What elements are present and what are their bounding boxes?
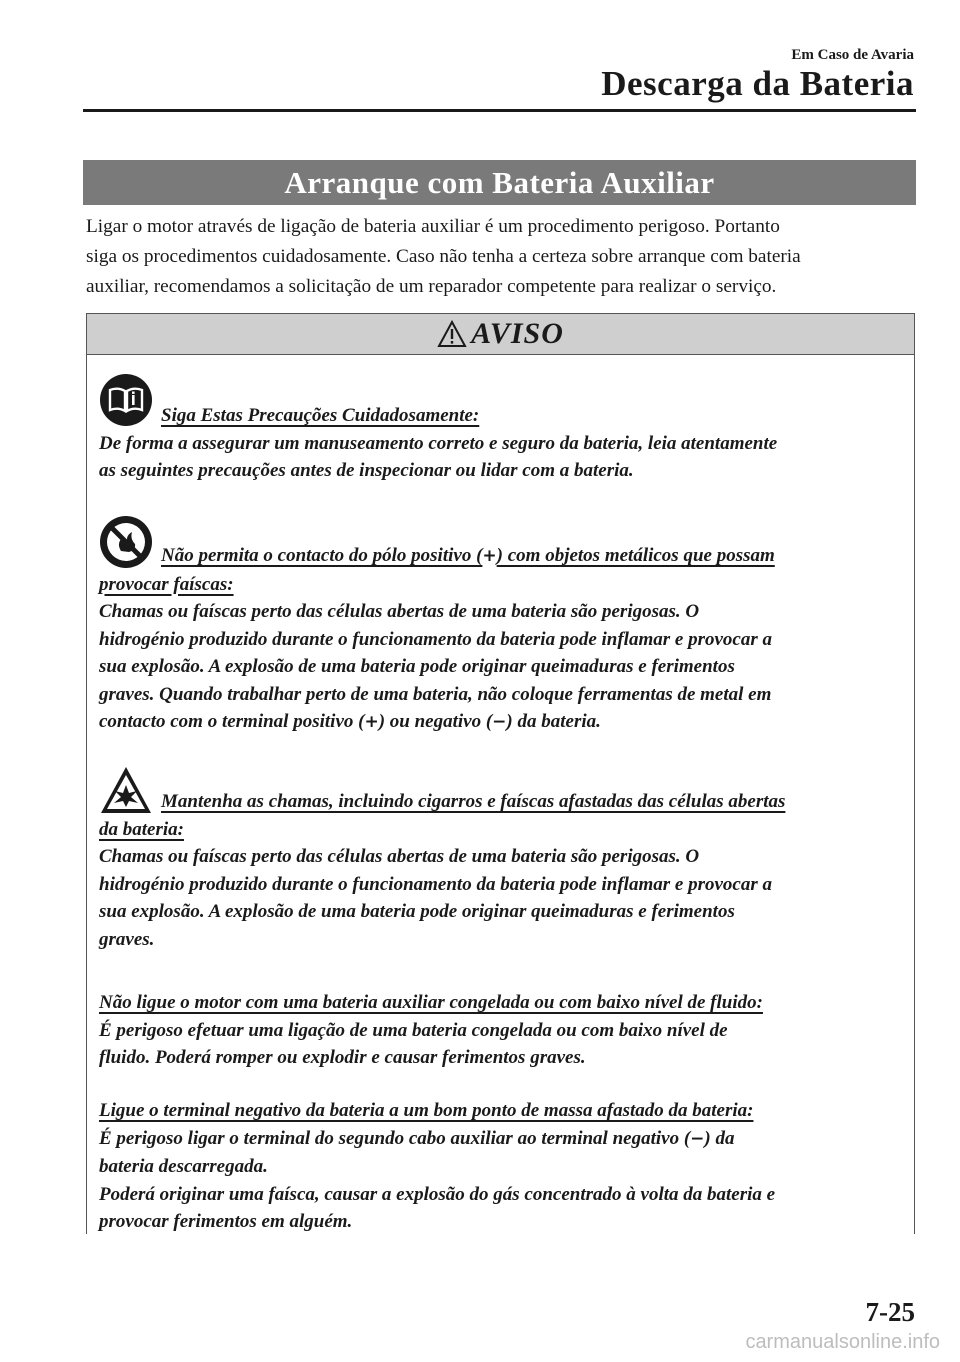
warning-item-heading [99, 1097, 900, 1125]
warning-item-heading [99, 989, 900, 1017]
warning-title: AVISO [471, 317, 564, 350]
manual-book-icon [99, 373, 153, 427]
warning-text-line: sua explosão. A explosão de uma bateria pode originar queimaduras e ferimentos [99, 901, 735, 922]
topic-banner: Arranque com Bateria Auxiliar [83, 160, 916, 205]
warning-item-title: Ligue o terminal negativo da bateria a um bom ponto de massa afastado da bateria: [99, 1100, 754, 1121]
header-divider [83, 109, 916, 112]
plus-symbol: + [364, 712, 379, 732]
chapter-title: Em Caso de Avaria [791, 47, 914, 63]
minus-symbol: − [492, 712, 507, 732]
warning-text-line: É perigoso efetuar uma ligação de uma bateria congelada ou com baixo nível de [99, 1019, 728, 1041]
warning-text-line: sua explosão. A explosão de uma bateria pode originar queimaduras e ferimentos [99, 656, 735, 677]
warning-text-line: hidrogénio produzido durante o funcionamento da bateria pode inflamar e provocar a [99, 873, 772, 895]
warning-item-title [161, 545, 775, 566]
warning-item-heading [99, 375, 900, 430]
text-fragment: ) da [704, 1127, 735, 1149]
warning-text-line: Chamas ou faíscas perto das células abertas de uma bateria são perigosas. O [99, 846, 700, 867]
warning-text-line: Chamas ou faíscas perto das células abertas de uma bateria são perigosas. O [99, 601, 700, 622]
warning-item [99, 1097, 900, 1236]
intro-paragraph [86, 212, 914, 302]
warning-item-heading [99, 515, 900, 598]
warning-text-line: De forma a assegurar um manuseamento correto e seguro da bateria, leia atentamente [99, 432, 778, 454]
warning-item-title-cont: da bateria: [99, 818, 184, 840]
warning-text-line: graves. Quando trabalhar perto de uma bateria, não coloque ferramentas de metal em [99, 683, 772, 705]
warning-text-line [99, 708, 900, 737]
warning-text-line: provocar ferimentos em alguém. [99, 1211, 353, 1232]
page-number: 7-25 [865, 1297, 915, 1327]
warning-item-title-cont: provocar faíscas: [99, 573, 234, 595]
warning-text-line: hidrogénio produzido durante o funcionamento da bateria pode inflamar e provocar a [99, 628, 772, 650]
warning-box [86, 313, 915, 1234]
warning-body [86, 355, 915, 1234]
warning-item-title: Mantenha as chamas, incluindo cigarros e faíscas afastadas das células abertas [161, 791, 786, 812]
warning-header [86, 313, 915, 355]
text-fragment: contacto com o terminal positivo ( [99, 711, 365, 732]
explosion-hazard-icon [99, 765, 153, 815]
warning-text-line: graves. [99, 928, 155, 950]
warning-item-title: Não ligue o motor com uma bateria auxiliar congelada ou com baixo nível de fluido: [99, 992, 763, 1013]
no-sparks-icon [99, 515, 153, 569]
warning-item-heading [99, 765, 900, 843]
warning-text-line: fluido. Poderá romper ou explodir e causar ferimentos graves. [99, 1047, 586, 1068]
warning-item-title: Siga Estas Precauções Cuidadosamente: [161, 405, 480, 426]
text-fragment: ) ou negativo ( [378, 711, 493, 732]
plus-symbol: + [482, 546, 497, 566]
warning-triangle-icon [437, 320, 467, 348]
warning-item [99, 375, 900, 485]
heading-text: Não permita o contacto do pólo positivo ( [161, 545, 483, 566]
warning-item [99, 989, 900, 1072]
text-fragment: ) da bateria. [506, 711, 601, 732]
intro-line: siga os procedimentos cuidadosamente. Caso não tenha a certeza sobre arranque com bateria [86, 246, 801, 267]
warning-text-line: as seguintes precauções antes de inspecionar ou lidar com a bateria. [99, 460, 634, 481]
minus-symbol: − [690, 1128, 705, 1149]
intro-line: Ligar o motor através de ligação de bateria auxiliar é um procedimento perigoso. Portanto [86, 216, 780, 237]
warning-item [99, 515, 900, 737]
intro-line: auxiliar, recomendamos a solicitação de um reparador competente para realizar o serviço. [86, 276, 777, 297]
warning-text-line: Poderá originar uma faísca, causar a explosão do gás concentrado à volta da bateria e [99, 1183, 776, 1205]
warning-item [99, 765, 900, 953]
text-fragment: É perigoso ligar o terminal do segundo cabo auxiliar ao terminal negativo ( [99, 1127, 691, 1149]
watermark: carmanualsonline.info [745, 1331, 940, 1353]
warning-text-line: bateria descarregada. [99, 1156, 268, 1177]
warning-text-line [99, 1125, 900, 1154]
section-title: Descarga da Bateria [601, 64, 914, 103]
heading-text: ) com objetos metálicos que possam [496, 545, 775, 566]
